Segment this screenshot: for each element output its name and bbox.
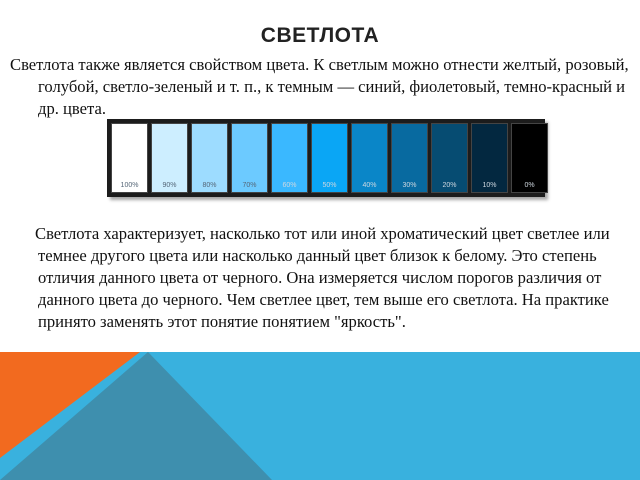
swatch-6 <box>351 123 388 193</box>
swatch-label: 80% <box>202 182 217 189</box>
swatch-row <box>111 123 551 193</box>
swatch-label: 10% <box>482 182 497 189</box>
swatch-5 <box>311 123 348 193</box>
swatch-label: 30% <box>402 182 417 189</box>
swatch-label: 100% <box>120 182 139 189</box>
swatch-2 <box>191 123 228 193</box>
swatch-4 <box>271 123 308 193</box>
swatch-label: 40% <box>362 182 377 189</box>
swatch-label: 50% <box>322 182 337 189</box>
swatch-label: 70% <box>242 182 257 189</box>
swatch-0 <box>111 123 148 193</box>
paragraph-intro: Светлота также является свойством цвета. К светлым можно отнести желтый, розовый, голубой, светло-зеленый и т. п., к темным — синий, фиолетовый, темно-красный и др. цвета. <box>10 55 629 118</box>
swatch-3 <box>231 123 268 193</box>
lightness-scale <box>107 119 545 197</box>
swatch-label: 60% <box>282 182 297 189</box>
swatch-label: 20% <box>442 182 457 189</box>
slide-title: СВЕТЛОТА <box>260 24 380 47</box>
paragraph-description: Светлота характеризует, насколько тот или иной хроматический цвет светлее или темнее другого цвета или насколько данный цвет близок к белому. Это степень отличия данного цвета от черного. Она измеряется числом порогов различия от данного цвета до черного. Чем светлее цвет, тем выше его светлота. На практике принято заменять этот понятие понятием "яркость". <box>35 224 610 331</box>
swatch-8 <box>431 123 468 193</box>
swatch-10 <box>511 123 548 193</box>
swatch-label: 0% <box>524 182 535 189</box>
swatch-9 <box>471 123 508 193</box>
swatch-label: 90% <box>162 182 177 189</box>
swatch-7 <box>391 123 428 193</box>
swatch-1 <box>151 123 188 193</box>
